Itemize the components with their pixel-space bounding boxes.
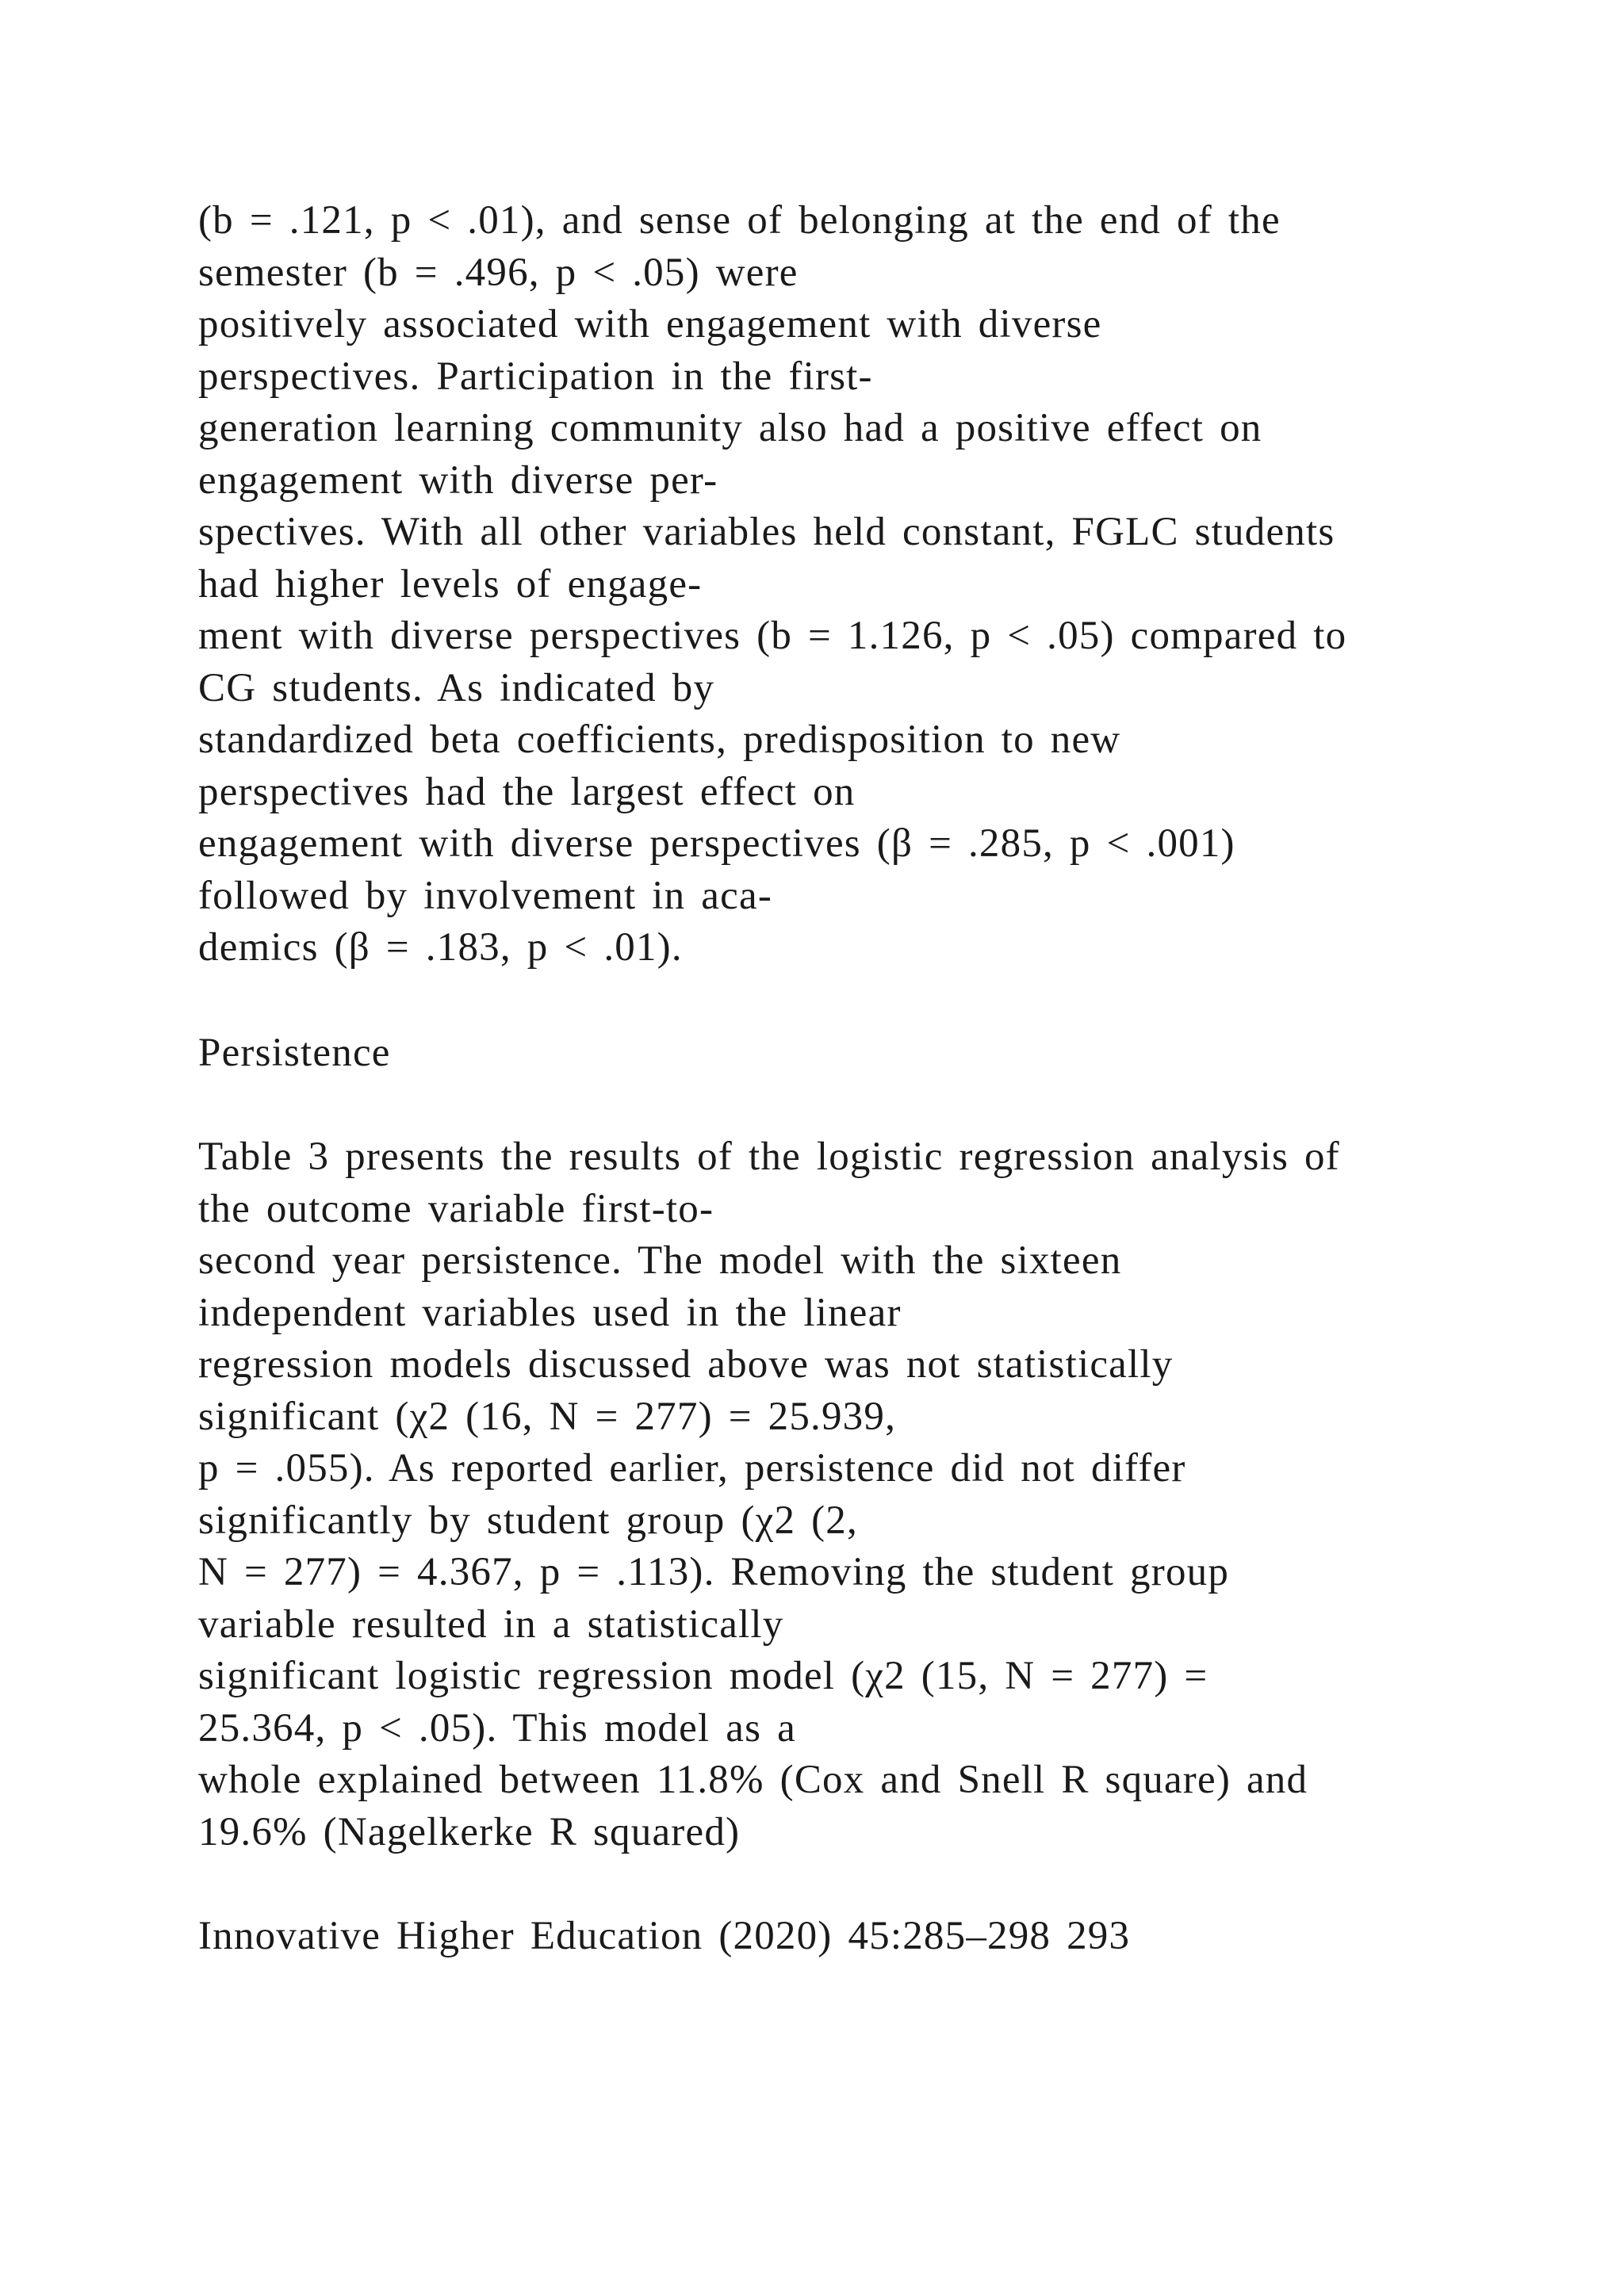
paragraph-engagement-results bbox=[198, 195, 1546, 974]
text-line: engagement with diverse per- bbox=[198, 457, 718, 503]
text-line: semester (b = .496, p < .05) were bbox=[198, 250, 799, 295]
text-line: significant logistic regression model (χ2 (15, N = 277) = bbox=[198, 1654, 1208, 1698]
text-line: standardized beta coefficients, predisposition to new bbox=[198, 718, 1121, 762]
paragraph-persistence-results bbox=[198, 1131, 1546, 1858]
text-line: significantly by student group (χ2 (2, bbox=[198, 1498, 858, 1543]
text-line: whole explained between 11.8% (Cox and Snell R square) and bbox=[198, 1758, 1308, 1802]
text-line: the outcome variable first-to- bbox=[198, 1186, 714, 1231]
text-line: 19.6% (Nagelkerke R squared) bbox=[198, 1809, 741, 1854]
text-line: independent variables used in the linear bbox=[198, 1290, 902, 1335]
section-heading bbox=[198, 1027, 1546, 1080]
text-line: ment with diverse perspectives (b = 1.126, p < .05) compared to bbox=[198, 614, 1347, 658]
text-line: second year persistence. The model with the sixteen bbox=[198, 1238, 1122, 1283]
text-line: variable resulted in a statistically bbox=[198, 1601, 784, 1647]
text-line: perspectives. Participation in the first- bbox=[198, 354, 873, 399]
text-line: p = .055). As reported earlier, persistence did not differ bbox=[198, 1446, 1186, 1490]
text-line: CG students. As indicated by bbox=[198, 665, 715, 710]
text-line: positively associated with engagement with diverse bbox=[198, 302, 1102, 346]
text-line: had higher levels of engage- bbox=[198, 561, 703, 607]
text-line: N = 277) = 4.367, p = .113). Removing the student group bbox=[198, 1550, 1230, 1594]
text-line: Table 3 presents the results of the logistic regression analysis of bbox=[198, 1135, 1340, 1179]
heading-text: Persistence bbox=[198, 1031, 391, 1075]
text-line: demics (β = .183, p < .01). bbox=[198, 925, 683, 970]
text-line: followed by involvement in aca- bbox=[198, 873, 773, 918]
text-line: engagement with diverse perspectives (β = .285, p < .001) bbox=[198, 821, 1235, 866]
text-line: perspectives had the largest effect on bbox=[198, 769, 856, 814]
text-line: regression models discussed above was not statistically bbox=[198, 1342, 1174, 1387]
text-line: significant (χ2 (16, N = 277) = 25.939, bbox=[198, 1394, 897, 1439]
footer-text: Innovative Higher Education (2020) 45:285–298 293 bbox=[198, 1914, 1131, 1958]
journal-citation-footer bbox=[198, 1911, 1546, 1963]
text-line: spectives. With all other variables held constant, FGLC students bbox=[198, 510, 1335, 554]
text-line: generation learning community also had a positive effect on bbox=[198, 406, 1262, 450]
text-line: (b = .121, p < .01), and sense of belonging at the end of the bbox=[198, 198, 1281, 243]
text-line: 25.364, p < .05). This model as a bbox=[198, 1705, 796, 1751]
